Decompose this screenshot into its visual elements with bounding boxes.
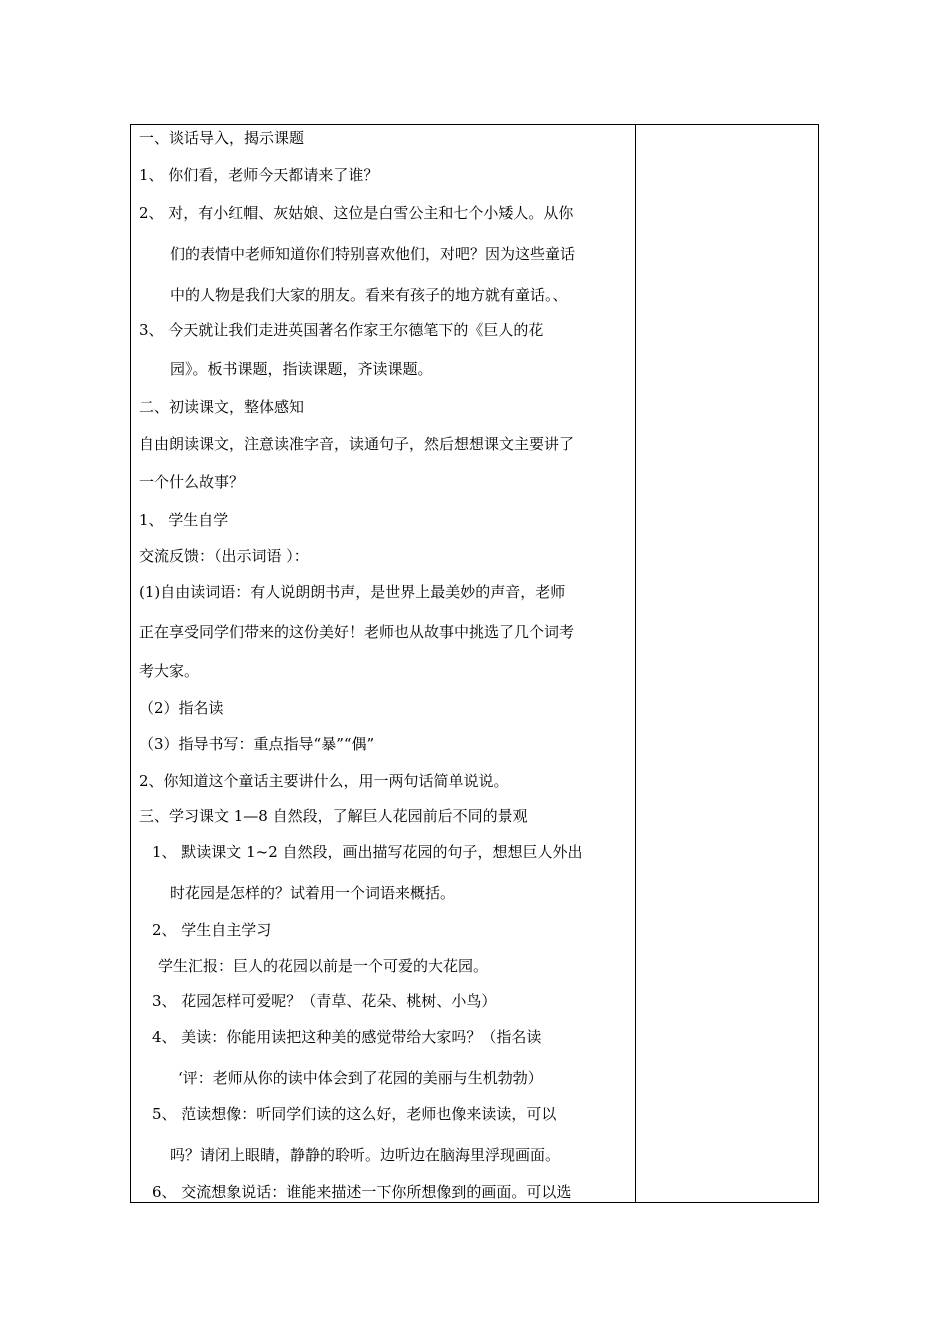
text-line: 2、 学生自主学习	[152, 921, 272, 939]
text-line: 一、谈话导入，揭示课题	[139, 129, 305, 147]
text-line: 吗？请闭上眼睛，静静的聆听。边听边在脑海里浮现画面。	[170, 1146, 561, 1164]
text-line: 交流反馈：（出示词语 ）：	[139, 547, 309, 565]
text-line: 考大家。	[139, 662, 200, 680]
text-line: 园》。板书课题，指读课题，齐读课题。	[170, 360, 433, 378]
text-line: 三、学习课文 1—8 自然段，了解巨人花园前后不同的景观	[139, 807, 528, 825]
text-line: 时花园是怎样的？试着用一个词语来概括。	[170, 884, 456, 902]
text-line: 1、 默读课文 1~2 自然段，画出描写花园的句子，想想巨人外出	[152, 843, 583, 861]
text-line: 3、 花园怎样可爱呢？（青草、花朵、桃树、小鸟）	[152, 992, 497, 1010]
text-line: 们的表情中老师知道你们特别喜欢他们，对吧？因为这些童话	[170, 245, 576, 263]
text-line: 2、你知道这个童话主要讲什么，用一两句话简单说说。	[139, 772, 509, 790]
text-line: （3）指导书写：重点指导“暴”“偶”	[139, 735, 375, 753]
text-line: (1)自由读词语：有人说朗朗书声，是世界上最美妙的声音，老师	[139, 583, 566, 601]
text-line: 4、 美读：你能用读把这种美的感觉带给大家吗？（指名读	[152, 1028, 542, 1046]
text-line: 正在享受同学们带来的这份美好！老师也从故事中挑选了几个词考	[139, 623, 575, 641]
text-line: 3、 今天就让我们走进英国著名作家王尔德笔下的《巨人的花	[139, 321, 544, 339]
text-line: 2、 对，有小红帽、灰姑娘、这位是白雪公主和七个小矮人。从你	[139, 204, 574, 222]
text-line: 一个什么故事？	[139, 473, 245, 491]
text-line: 5、 范读想像：听同学们读的这么好，老师也像来读读，可以	[152, 1105, 557, 1123]
text-line: 自由朗读课文，注意读准字音，读通句子，然后想想课文主要讲了	[139, 435, 575, 453]
text-line: 学生汇报：巨人的花园以前是一个可爱的大花园。	[158, 957, 489, 975]
text-line: 1、 你们看，老师今天都请来了谁？	[139, 166, 379, 184]
text-line: ‘评：老师从你的读中体会到了花园的美丽与生机勃勃）	[178, 1069, 543, 1087]
text-line: 中的人物是我们大家的朋友。看来有孩子的地方就有童话。、	[170, 286, 568, 304]
text-line: 二、初读课文，整体感知	[139, 398, 305, 416]
text-line: （2）指名读	[139, 699, 224, 717]
text-line: 1、 学生自学	[139, 511, 229, 529]
text-line: 6、 交流想象说话：谁能来描述一下你所想像到的画面。可以选	[152, 1183, 572, 1201]
notes-cell	[636, 125, 818, 1202]
